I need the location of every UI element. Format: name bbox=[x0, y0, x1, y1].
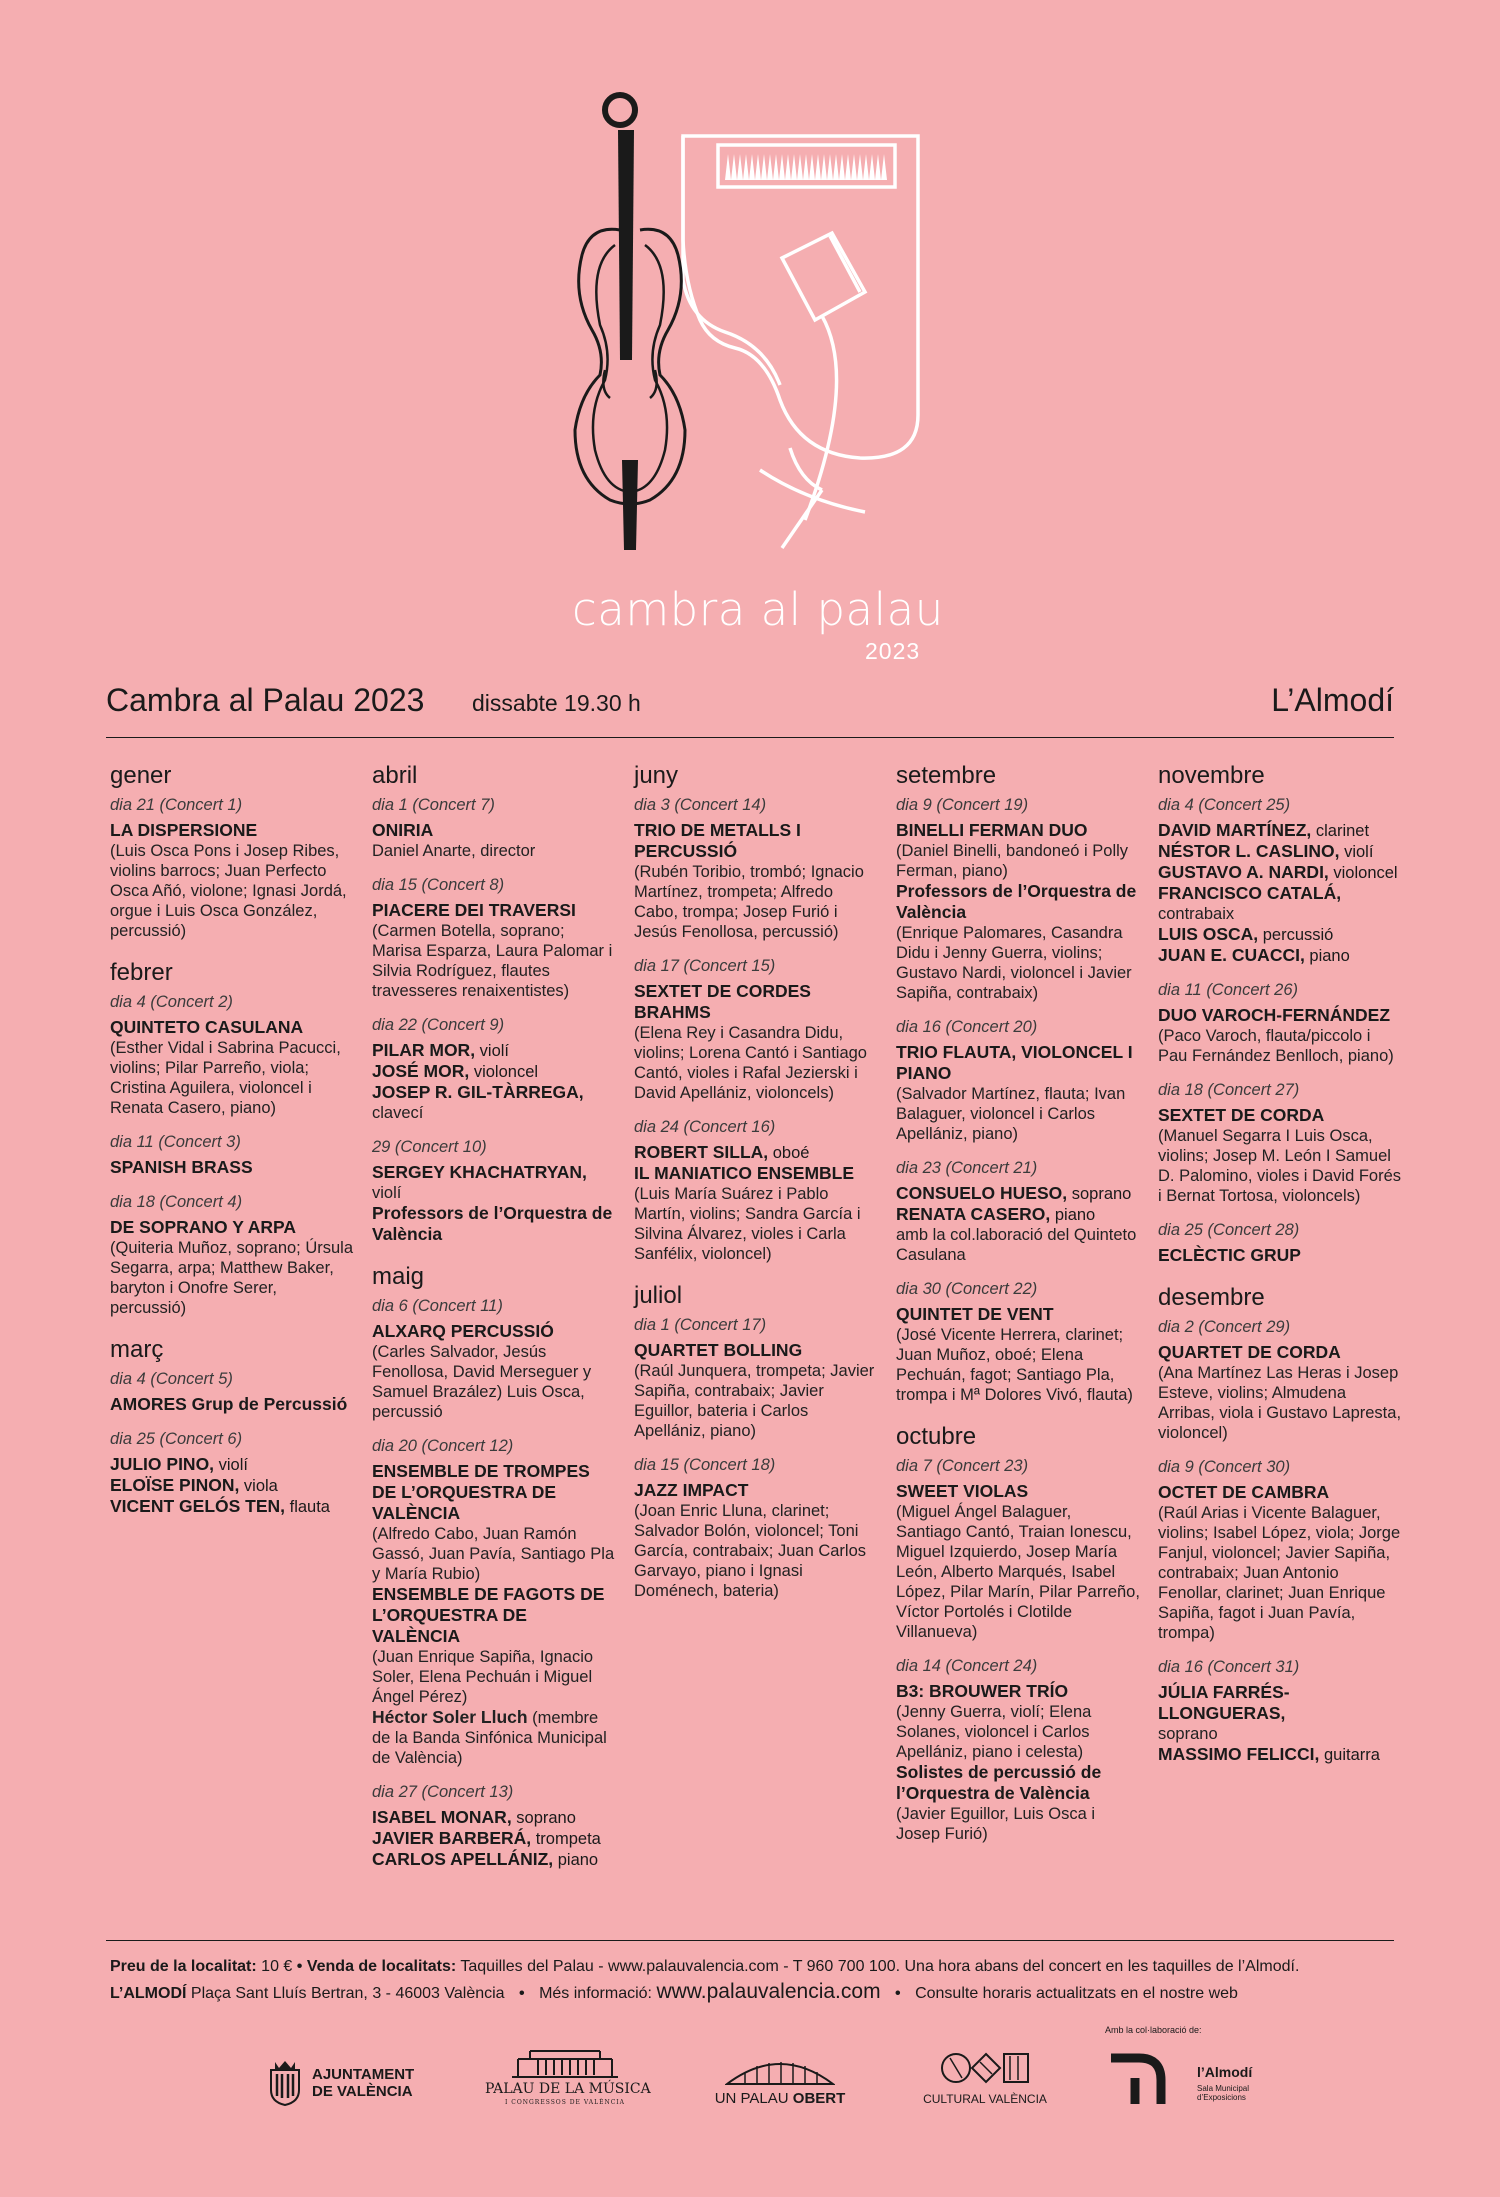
program-column bbox=[634, 762, 878, 1615]
almodi-logo bbox=[1105, 2025, 1275, 2125]
concert-entry bbox=[110, 1369, 354, 1415]
performer-name: DAVID MARTÍNEZ, bbox=[1158, 820, 1312, 840]
concert-date: dia 24 (Concert 16) bbox=[634, 1118, 776, 1136]
performer-line bbox=[1158, 820, 1402, 841]
concert-details: (Elena Rey i Casandra Didu, violins; Lorena Cantó i Santiago Cantó, violes i Rafal Jezierski i David Apellániz, violoncels) bbox=[634, 1024, 867, 1102]
performer-name: QUARTET BOLLING bbox=[634, 1340, 803, 1360]
performer-line bbox=[372, 1707, 616, 1768]
concert-date: dia 16 (Concert 31) bbox=[1158, 1658, 1300, 1676]
concert-entry bbox=[634, 956, 878, 1103]
performer-details: (membre de la Banda Sinfónica Municipal de València) bbox=[372, 1709, 607, 1767]
concert-details: Daniel Anarte, director bbox=[372, 842, 536, 860]
performer-name: BINELLI FERMAN DUO bbox=[896, 820, 1088, 840]
performer-name: NÉSTOR L. CASLINO, bbox=[1158, 841, 1340, 861]
bullet: • bbox=[519, 1985, 525, 2002]
concert-details: (Manuel Segarra I Luis Osca, violins; Josep M. León I Samuel D. Palomino, violes i David Forés i Bernat Tortosa, violoncels) bbox=[1158, 1127, 1402, 1205]
piano-keys-icon bbox=[725, 154, 887, 180]
performer-name: QUARTET DE CORDA bbox=[1158, 1342, 1341, 1362]
month-heading: abril bbox=[372, 762, 418, 789]
ensemble-name: Professors de l’Orquestra de València bbox=[372, 1203, 613, 1244]
cello-icon bbox=[575, 95, 685, 550]
performer-line bbox=[634, 1142, 878, 1163]
concert-details: (Jenny Guerra, violí; Elena Solanes, violoncel i Carlos Apellániz, piano i celesta) bbox=[896, 1703, 1092, 1761]
performer-name: RENATA CASERO, bbox=[896, 1204, 1051, 1224]
performer-line bbox=[372, 1162, 616, 1183]
concert-date: dia 3 (Concert 14) bbox=[634, 796, 767, 814]
performer-name: SEXTET DE CORDA bbox=[1158, 1105, 1325, 1125]
performer-line bbox=[1158, 1245, 1402, 1266]
performer-name: Héctor Soler Lluch bbox=[372, 1707, 528, 1727]
concert-entry bbox=[372, 1782, 616, 1870]
performer-role: violí bbox=[214, 1456, 248, 1474]
ensemble-details: (Javier Eguillor, Luis Osca i Josep Furió) bbox=[896, 1805, 1095, 1843]
performer-name: PILAR MOR, bbox=[372, 1040, 476, 1060]
palau-obert-text bbox=[705, 2090, 855, 2107]
footer-divider bbox=[106, 1940, 1394, 1941]
performer-line bbox=[110, 1454, 354, 1475]
performer-name: JULIO PINO, bbox=[110, 1454, 215, 1474]
concert-details: (Raúl Arias i Vicente Balaguer, violins; Isabel López, viola; Jorge Fanjul, violoncel; Javier Sapiña, contrabaix; Juan Antonio Fenollar, clarinet; Juan Enrique Sapiña, fagot i Juan Pavía, trompa) bbox=[1158, 1504, 1401, 1642]
performer-role: violí bbox=[475, 1042, 509, 1060]
logo-title: cambra al palau bbox=[572, 583, 944, 636]
ensemble-name: ENSEMBLE DE FAGOTS DE L’ORQUESTRA DE VALÈNCIA bbox=[372, 1584, 605, 1646]
schedule-note: Consulte horaris actualitzats en el nostre web bbox=[915, 1985, 1238, 2002]
performer-name: QUINTETO CASULANA bbox=[110, 1017, 304, 1037]
almodi-name: l’Almodí bbox=[1197, 2064, 1253, 2080]
month-heading: juny bbox=[634, 762, 679, 789]
performer-role: oboé bbox=[768, 1144, 810, 1162]
cultural-mark-icon bbox=[940, 2050, 1030, 2086]
concert-date: dia 11 (Concert 3) bbox=[110, 1133, 241, 1151]
sponsor-logos bbox=[0, 2025, 1500, 2130]
concert-entry bbox=[634, 1315, 878, 1441]
performer-name: VICENT GELÓS TEN, bbox=[110, 1496, 286, 1516]
concert-date: dia 17 (Concert 15) bbox=[634, 957, 776, 975]
venue-label: L’ALMODÍ bbox=[110, 1985, 187, 2002]
performer-line bbox=[372, 1849, 616, 1870]
performer-line bbox=[372, 820, 616, 841]
palau-obert-logo bbox=[705, 2052, 855, 2112]
concert-entry bbox=[110, 795, 354, 941]
palau-obert-b: OBERT bbox=[792, 2090, 846, 2107]
performer-line bbox=[372, 1061, 616, 1082]
concert-entry bbox=[1158, 1657, 1402, 1765]
page-title: Cambra al Palau 2023 bbox=[106, 682, 425, 718]
program-column bbox=[1158, 762, 1402, 1779]
footer-line-1 bbox=[110, 1958, 1394, 1976]
performer-role: soprano bbox=[511, 1809, 576, 1827]
palau-musica-sub: I CONGRESSOS DE VALÈNCIA bbox=[504, 2099, 626, 2106]
concert-date: dia 2 (Concert 29) bbox=[1158, 1318, 1291, 1336]
concert-details: violí bbox=[372, 1184, 402, 1202]
performer-line bbox=[110, 1496, 354, 1517]
concert-details: (Luis Osca Pons i Josep Ribes, violins barrocs; Juan Perfecto Osca Añó, violone; Ignasi Jordá, orgue i Luis Osca González, percussió) bbox=[110, 842, 347, 940]
concert-date: dia 23 (Concert 21) bbox=[896, 1159, 1038, 1177]
performer-line bbox=[372, 1040, 616, 1061]
concert-date: dia 1 (Concert 7) bbox=[372, 796, 495, 814]
performer-role: violoncel bbox=[469, 1063, 539, 1081]
performer-name: ECLÈCTIC GRUP bbox=[1158, 1245, 1301, 1265]
concert-entry bbox=[1158, 1457, 1402, 1643]
ajuntament-line-1: AJUNTAMENT bbox=[312, 2066, 415, 2083]
ensemble-details: (Juan Enrique Sapiña, Ignacio Soler, Elena Pechuán i Miguel Ángel Pérez) bbox=[372, 1648, 594, 1706]
performer-name: IL MANIATICO ENSEMBLE bbox=[634, 1163, 855, 1183]
performer-line bbox=[634, 981, 878, 1023]
concert-entry bbox=[1158, 980, 1402, 1066]
performer-name: DUO VAROCH-FERNÁNDEZ bbox=[1158, 1005, 1391, 1025]
concert-date: dia 27 (Concert 13) bbox=[372, 1783, 514, 1801]
program-column bbox=[896, 762, 1140, 1858]
concert-entry bbox=[110, 1429, 354, 1517]
performer-role: piano bbox=[1050, 1206, 1096, 1224]
concert-details: (Miguel Ángel Balaguer, Santiago Cantó, Traian Ionescu, Miguel Izquierdo, Josep María León, Alberto Marqués, Isabel López, Pilar Marín, Pilar Parreño, Víctor Portolés i Clotilde Villanueva) bbox=[896, 1503, 1140, 1641]
performer-name: QUINTET DE VENT bbox=[896, 1304, 1054, 1324]
month-heading: febrer bbox=[110, 959, 173, 986]
concert-details: (Quiteria Muñoz, soprano; Úrsula Segarra, arpa; Matthew Baker, baryton i Onofre Serer, percussió) bbox=[110, 1239, 354, 1317]
performer-line bbox=[110, 1475, 354, 1496]
performer-name: SERGEY KHACHATRYAN, bbox=[372, 1162, 587, 1182]
performer-role: viola bbox=[239, 1477, 278, 1495]
performer-name: JAZZ IMPACT bbox=[634, 1480, 749, 1500]
month-heading: gener bbox=[110, 762, 172, 789]
concert-details: contrabaix bbox=[1158, 905, 1235, 923]
performer-name: TRIO DE METALLS I PERCUSSIÓ bbox=[634, 820, 801, 861]
ajuntament-line-2: DE VALÈNCIA bbox=[312, 2083, 413, 2100]
concert-date: dia 4 (Concert 25) bbox=[1158, 796, 1291, 814]
performer-line bbox=[110, 1017, 354, 1038]
performer-line bbox=[372, 1461, 616, 1524]
performer-line bbox=[372, 1082, 616, 1103]
concert-details: (Carles Salvador, Jesús Fenollosa, David Merseguer y Samuel Brazález) Luis Osca, percussió bbox=[372, 1343, 592, 1421]
concert-date: dia 9 (Concert 30) bbox=[1158, 1458, 1291, 1476]
ajuntament-logo bbox=[265, 2060, 435, 2110]
logo-year: 2023 bbox=[865, 638, 921, 664]
performer-name: GUSTAVO A. NARDI, bbox=[1158, 862, 1329, 882]
concert-date: dia 14 (Concert 24) bbox=[896, 1657, 1038, 1675]
performer-line bbox=[1158, 1482, 1402, 1503]
performer-line bbox=[372, 1828, 616, 1849]
sales-text: Taquilles del Palau - www.palauvalencia.com - T 960 700 100. Una hora abans del concert en les taquilles de l’Almodí. bbox=[460, 1958, 1300, 1975]
concert-date: dia 1 (Concert 17) bbox=[634, 1316, 767, 1334]
performer-role: clarinet bbox=[1311, 822, 1370, 840]
almodi-sub-1: Sala Municipal bbox=[1197, 2084, 1250, 2093]
concert-date: dia 16 (Concert 20) bbox=[896, 1018, 1038, 1036]
concert-details: (Joan Enric Lluna, clarinet; Salvador Bolón, violoncel; Toni García, contrabaix; Juan Carlos Garvayo, piano i Ignasi Doménech, bateria) bbox=[634, 1502, 867, 1600]
month-heading: maig bbox=[372, 1263, 425, 1290]
month-heading: juliol bbox=[634, 1282, 683, 1309]
concert-entry bbox=[110, 1132, 354, 1178]
palau-musica-logo bbox=[485, 2045, 651, 2115]
month-heading: març bbox=[110, 1336, 164, 1363]
concert-date: dia 21 (Concert 1) bbox=[110, 796, 243, 814]
performer-line bbox=[896, 1481, 1140, 1502]
concert-entry bbox=[896, 1279, 1140, 1405]
performer-name: AMORES Grup de Percussió bbox=[110, 1394, 348, 1414]
performer-line bbox=[372, 1807, 616, 1828]
performer-role: guitarra bbox=[1319, 1746, 1380, 1764]
concert-date: 29 (Concert 10) bbox=[372, 1138, 487, 1156]
performer-line bbox=[110, 820, 354, 841]
concert-date: dia 25 (Concert 6) bbox=[110, 1430, 243, 1448]
ensemble-name: Professors de l’Orquestra de València bbox=[896, 881, 1137, 922]
performer-role: percussió bbox=[1258, 926, 1334, 944]
concert-entry bbox=[896, 1158, 1140, 1265]
venue-address: Plaça Sant Lluís Bertran, 3 - 46003 València bbox=[190, 1985, 505, 2002]
cultural-valencia-logo bbox=[920, 2050, 1050, 2114]
performer-name: TRIO FLAUTA, VIOLONCEL I PIANO bbox=[896, 1042, 1133, 1083]
performer-name: PIACERE DEI TRAVERSI bbox=[372, 900, 576, 920]
ensemble-details: (Enrique Palomares, Casandra Didu i Jenny Guerra, violins; Gustavo Nardi, violoncel i Javier Sapiña, contrabaix) bbox=[896, 924, 1132, 1002]
performer-line bbox=[896, 1204, 1140, 1225]
performer-line bbox=[110, 1394, 354, 1415]
performer-line bbox=[110, 1217, 354, 1238]
concert-entry bbox=[372, 1015, 616, 1123]
performer-name: LUIS OSCA, bbox=[1158, 924, 1259, 944]
concert-details: clavecí bbox=[372, 1104, 424, 1122]
concert-entry bbox=[372, 1436, 616, 1768]
header-divider bbox=[106, 737, 1394, 738]
concert-date: dia 15 (Concert 18) bbox=[634, 1456, 776, 1474]
performer-line bbox=[896, 1762, 1140, 1804]
performer-line bbox=[372, 1321, 616, 1342]
concert-date: dia 30 (Concert 22) bbox=[896, 1280, 1038, 1298]
info-label: Més informació: bbox=[539, 1985, 652, 2002]
concert-details: soprano bbox=[1158, 1725, 1218, 1743]
program-column bbox=[110, 762, 354, 1531]
coat-of-arms-icon bbox=[265, 2060, 305, 2106]
concert-date: dia 20 (Concert 12) bbox=[372, 1437, 514, 1455]
concert-entry bbox=[634, 1117, 878, 1264]
performer-line bbox=[1158, 1682, 1402, 1724]
concert-entry bbox=[896, 795, 1140, 1003]
program-column bbox=[372, 762, 616, 1884]
performer-line bbox=[634, 1340, 878, 1361]
performer-name: ELOÏSE PINON, bbox=[110, 1475, 240, 1495]
concert-entry bbox=[372, 875, 616, 1001]
month-heading: setembre bbox=[896, 762, 997, 789]
performer-name: ENSEMBLE DE TROMPES DE L’ORQUESTRA DE VALÈNCIA bbox=[372, 1461, 590, 1523]
concert-details: (Paco Varoch, flauta/piccolo i Pau Fernández Benlloch, piano) bbox=[1158, 1027, 1394, 1065]
concert-details: amb la col.laboració del Quinteto Casulana bbox=[896, 1226, 1137, 1264]
performer-name: CARLOS APELLÁNIZ, bbox=[372, 1849, 554, 1869]
concert-details: (Alfredo Cabo, Juan Ramón Gassó, Juan Pavía, Santiago Pla y María Rubio) bbox=[372, 1525, 615, 1583]
piano-icon bbox=[683, 136, 918, 458]
palau-obert-a: UN PALAU bbox=[714, 2090, 789, 2107]
performer-line bbox=[896, 820, 1140, 841]
schedule-time: dissabte 19.30 h bbox=[472, 690, 641, 716]
performer-line bbox=[896, 1183, 1140, 1204]
concert-entry bbox=[634, 795, 878, 942]
concert-date: dia 7 (Concert 23) bbox=[896, 1457, 1029, 1475]
performer-name: JUAN E. CUACCI, bbox=[1158, 945, 1305, 965]
cultural-valencia-name: CULTURAL VALÈNCIA bbox=[923, 2092, 1047, 2106]
cambra-logo-illustration bbox=[560, 80, 960, 560]
concert-entry bbox=[1158, 795, 1402, 966]
performer-role: piano bbox=[553, 1851, 599, 1869]
performer-name: JÚLIA FARRÉS-LLONGUERAS, bbox=[1158, 1682, 1290, 1723]
performer-line bbox=[1158, 1005, 1402, 1026]
concert-details: (Salvador Martínez, flauta; Ivan Balaguer, violoncel i Carlos Apellániz, piano) bbox=[896, 1085, 1126, 1143]
performer-line bbox=[634, 820, 878, 862]
info-url-link[interactable]: www.palauvalencia.com bbox=[656, 1980, 881, 2003]
performer-role: violí bbox=[1339, 843, 1374, 861]
concert-entry bbox=[896, 1017, 1140, 1144]
price-value: 10 € bbox=[261, 1958, 293, 1975]
performer-name: DE SOPRANO Y ARPA bbox=[110, 1217, 297, 1237]
concert-entry bbox=[896, 1656, 1140, 1844]
month-heading: desembre bbox=[1158, 1284, 1265, 1311]
concert-entry bbox=[372, 1296, 616, 1422]
performer-role: soprano bbox=[1067, 1185, 1132, 1203]
performer-line bbox=[1158, 883, 1402, 904]
performer-name: ISABEL MONAR, bbox=[372, 1807, 512, 1827]
almodi-sub-2: d’Exposicions bbox=[1197, 2093, 1246, 2102]
concert-date: dia 4 (Concert 5) bbox=[110, 1370, 233, 1388]
performer-line bbox=[110, 1157, 354, 1178]
concert-date: dia 18 (Concert 4) bbox=[110, 1193, 243, 1211]
performer-line bbox=[1158, 945, 1402, 966]
concert-entry bbox=[1158, 1080, 1402, 1206]
performer-line bbox=[372, 900, 616, 921]
bullet: • bbox=[296, 1958, 303, 1975]
performer-role: flauta bbox=[285, 1498, 330, 1516]
sales-label: Venda de localitats: bbox=[306, 1958, 457, 1975]
performer-name: ALXARQ PERCUSSIÓ bbox=[372, 1321, 554, 1341]
concert-entry bbox=[372, 795, 616, 861]
performer-name: SPANISH BRASS bbox=[110, 1157, 253, 1177]
performer-name: B3: BROUWER TRÍO bbox=[896, 1681, 1069, 1701]
performer-name: ONIRIA bbox=[372, 820, 434, 840]
performer-line bbox=[1158, 1105, 1402, 1126]
almodi-mark-icon bbox=[1105, 2048, 1175, 2106]
concert-details: (Ana Martínez Las Heras i Josep Esteve, violins; Almudena Arribas, viola i Gustavo Lapresta, violoncel) bbox=[1158, 1364, 1402, 1442]
performer-role: violoncel bbox=[1328, 864, 1398, 882]
collab-label: Amb la col·laboració de: bbox=[1105, 2025, 1202, 2035]
performer-line bbox=[634, 1163, 878, 1184]
performer-name: JOSEP R. GIL-TÀRREGA, bbox=[372, 1082, 584, 1102]
ensemble-name: Solistes de percussió de l’Orquestra de València bbox=[896, 1762, 1102, 1803]
concert-date: dia 18 (Concert 27) bbox=[1158, 1081, 1300, 1099]
concert-details: (Daniel Binelli, bandoneó i Polly Ferman, piano) bbox=[896, 842, 1129, 880]
concert-entry bbox=[372, 1137, 616, 1245]
performer-line bbox=[896, 1042, 1140, 1084]
performer-role: piano bbox=[1304, 947, 1350, 965]
performer-name: FRANCISCO CATALÁ, bbox=[1158, 883, 1342, 903]
performer-name: MASSIMO FELICCI, bbox=[1158, 1744, 1320, 1764]
program-header bbox=[106, 682, 1394, 722]
performer-line bbox=[1158, 862, 1402, 883]
performer-line bbox=[634, 1480, 878, 1501]
concert-details: (Carmen Botella, soprano; Marisa Esparza, Laura Palomar i Silvia Rodríguez, flautes travesseres renaixentistes) bbox=[372, 922, 613, 1000]
palau-building-icon bbox=[510, 2045, 620, 2079]
performer-line bbox=[896, 1681, 1140, 1702]
concert-entry bbox=[896, 1456, 1140, 1642]
concert-entry bbox=[634, 1455, 878, 1601]
price-label: Preu de la localitat: bbox=[110, 1958, 257, 1975]
venue-name: L’Almodí bbox=[1271, 682, 1394, 718]
concert-date: dia 4 (Concert 2) bbox=[110, 993, 233, 1011]
concert-date: dia 6 (Concert 11) bbox=[372, 1297, 503, 1315]
performer-name: JOSÉ MOR, bbox=[372, 1061, 470, 1081]
concert-entry bbox=[110, 1192, 354, 1318]
concert-details: (Esther Vidal i Sabrina Pacucci, violins; Pilar Parreño, viola; Cristina Aguilera, violoncel i Renata Casero, piano) bbox=[110, 1039, 341, 1117]
concert-details: (Luis María Suárez i Pablo Martín, violins; Sandra García i Silvina Álvarez, violes i Carla Sanfélix, violoncel) bbox=[634, 1185, 861, 1263]
footer-line-2 bbox=[110, 1980, 1394, 2004]
performer-line bbox=[1158, 1342, 1402, 1363]
performer-name: JAVIER BARBERÁ, bbox=[372, 1828, 532, 1848]
performer-line bbox=[1158, 1744, 1402, 1765]
concert-details: (Rubén Toribio, trombó; Ignacio Martínez, trompeta; Alfredo Cabo, trompa; Josep Furió i Jesús Fenollosa, percussió) bbox=[634, 863, 864, 941]
performer-name: OCTET DE CAMBRA bbox=[1158, 1482, 1330, 1502]
concert-entry bbox=[1158, 1220, 1402, 1266]
concert-date: dia 25 (Concert 28) bbox=[1158, 1221, 1300, 1239]
arch-building-icon bbox=[725, 2052, 835, 2086]
performer-line bbox=[896, 1304, 1140, 1325]
concert-date: dia 22 (Concert 9) bbox=[372, 1016, 505, 1034]
performer-line bbox=[372, 1203, 616, 1245]
performer-name: SEXTET DE CORDES BRAHMS bbox=[634, 981, 811, 1022]
performer-line bbox=[1158, 841, 1402, 862]
performer-role: trompeta bbox=[531, 1830, 601, 1848]
concert-entry bbox=[110, 992, 354, 1118]
concert-date: dia 11 (Concert 26) bbox=[1158, 981, 1299, 999]
concert-date: dia 15 (Concert 8) bbox=[372, 876, 505, 894]
concert-entry bbox=[1158, 1317, 1402, 1443]
performer-line bbox=[896, 881, 1140, 923]
concert-details: (Raúl Junquera, trompeta; Javier Sapiña, contrabaix; Javier Eguillor, bateria i Carlos Apellániz, piano) bbox=[634, 1362, 875, 1440]
concert-details: (José Vicente Herrera, clarinet; Juan Muñoz, oboé; Elena Pechuán, fagot; Santiago Pla, trompa i Mª Dolores Vivó, flauta) bbox=[896, 1326, 1133, 1404]
month-heading: octubre bbox=[896, 1423, 977, 1450]
performer-line bbox=[372, 1584, 616, 1647]
performer-line bbox=[1158, 924, 1402, 945]
palau-musica-name: PALAU DE LA MÚSICA bbox=[485, 2081, 651, 2097]
concert-date: dia 9 (Concert 19) bbox=[896, 796, 1029, 814]
performer-name: LA DISPERSIONE bbox=[110, 820, 258, 840]
performer-name: CONSUELO HUESO, bbox=[896, 1183, 1068, 1203]
bullet: • bbox=[895, 1985, 901, 2002]
month-heading: novembre bbox=[1158, 762, 1265, 789]
performer-name: SWEET VIOLAS bbox=[896, 1481, 1029, 1501]
performer-name: ROBERT SILLA, bbox=[634, 1142, 769, 1162]
